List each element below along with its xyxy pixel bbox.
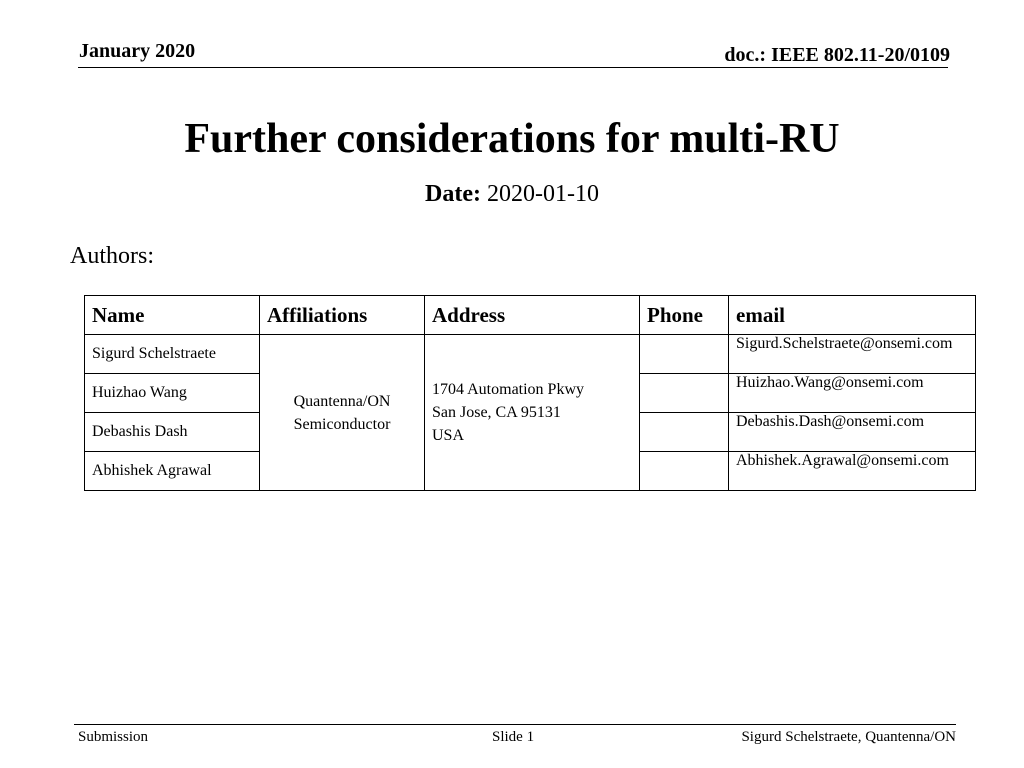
address-line: San Jose, CA 95131 bbox=[432, 404, 561, 421]
footer-author: Sigurd Schelstraete, Quantenna/ON bbox=[741, 729, 956, 745]
author-name: Huizhao Wang bbox=[85, 374, 260, 413]
authors-label: Authors: bbox=[70, 243, 154, 269]
address-line: 1704 Automation Pkwy bbox=[432, 381, 585, 398]
footer-submission: Submission bbox=[78, 729, 149, 745]
col-header-email: email bbox=[729, 296, 976, 335]
address-line: USA bbox=[432, 427, 465, 444]
author-name: Sigurd Schelstraete bbox=[85, 335, 260, 374]
date-label: Date: bbox=[425, 181, 481, 207]
authors-table bbox=[84, 295, 976, 491]
author-phone bbox=[640, 335, 729, 374]
col-header-address: Address bbox=[425, 296, 640, 335]
table-row bbox=[85, 335, 976, 374]
author-email: Debashis.Dash@onsemi.com bbox=[729, 413, 976, 452]
author-phone bbox=[640, 413, 729, 452]
header-rule bbox=[78, 67, 948, 68]
footer-slide-number: Slide 1 bbox=[492, 729, 535, 745]
header-doc-id: doc.: IEEE 802.11-20/0109 bbox=[724, 44, 950, 66]
author-email: Abhishek.Agrawal@onsemi.com bbox=[729, 452, 976, 491]
slide-title: Further considerations for multi-RU bbox=[184, 116, 840, 162]
table-header-row bbox=[85, 296, 976, 335]
date-value: 2020-01-10 bbox=[486, 181, 599, 207]
affiliation-cell bbox=[260, 335, 425, 491]
affiliation-line: Quantenna/ON bbox=[293, 392, 391, 410]
col-header-name: Name bbox=[85, 296, 260, 335]
col-header-phone: Phone bbox=[640, 296, 729, 335]
author-phone bbox=[640, 452, 729, 491]
author-name: Abhishek Agrawal bbox=[85, 452, 260, 491]
author-name: Debashis Dash bbox=[85, 413, 260, 452]
author-email: Huizhao.Wang@onsemi.com bbox=[729, 374, 976, 413]
date-line bbox=[0, 181, 1024, 208]
affiliation-line: Semiconductor bbox=[293, 415, 391, 433]
header-date: January 2020 bbox=[79, 40, 196, 62]
author-phone bbox=[640, 374, 729, 413]
address-cell bbox=[425, 335, 640, 491]
author-email: Sigurd.Schelstraete@onsemi.com bbox=[729, 335, 976, 374]
col-header-affiliations: Affiliations bbox=[260, 296, 425, 335]
footer-rule bbox=[74, 724, 956, 725]
